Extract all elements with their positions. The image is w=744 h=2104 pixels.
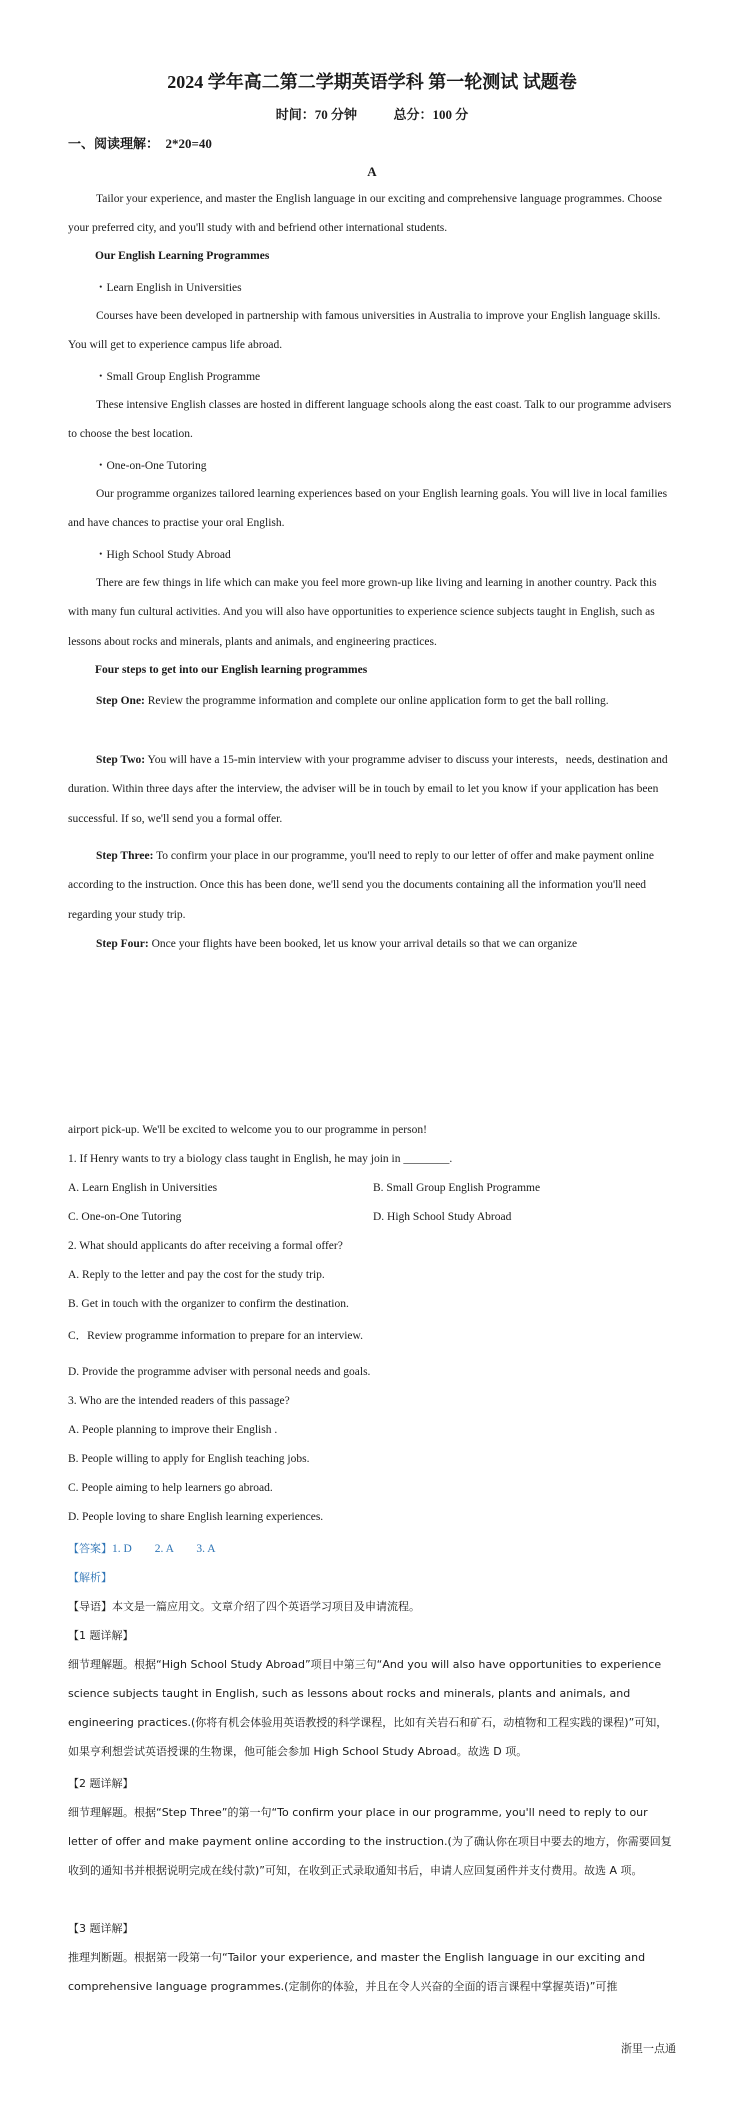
q1-explanation: 细节理解题。根据“High School Study Abroad”项目中第三句“And you will also have opportunities to experience science subjects taught in English, such as lessons about rocks and minerals, plants and animals, and engineering practices.(你将有机会体验用英语教授的科学课程，比如有关岩石和矿石，动植物和工程实践的课程)”可知，如果亨利想尝试英语授课的生物课，他可能会参加 High School Study Abroad。故选 D 项。 — [68, 1658, 668, 1758]
answer-line — [68, 1540, 216, 1556]
question-option: D. People loving to share English learning experiences. — [68, 1511, 324, 1523]
question-option: B. Small Group English Programme — [373, 1182, 541, 1194]
step-one: Step One: Review the programme information and complete our online application form to get the ball rolling. — [96, 695, 609, 707]
score-label: 总分：100 分 — [393, 107, 469, 122]
question-option: B. Get in touch with the organizer to confirm the destination. — [68, 1298, 349, 1310]
answer-values: 1. D 2. A 3. A — [112, 1543, 216, 1555]
question-option: A. People planning to improve their English . — [68, 1424, 278, 1436]
question-option: A. Learn English in Universities — [68, 1182, 218, 1194]
passage-letter: A — [367, 164, 377, 179]
programme-name: ・Small Group English Programme — [95, 371, 261, 383]
q3-explanation: 推理判断题。根据第一段第一句“Tailor your experience, and master the English language in our exciting and comprehensive language programmes.(定制你的体验，并且在令人兴奋的全面的语言课程中掌握英语)”可推 — [68, 1951, 646, 1993]
page-title: 2024 学年高二第二学期英语学科 第一轮测试 试题卷 — [167, 72, 577, 92]
programme-desc: Courses have been developed in partnership with famous universities in Australia to improve your English language skills. You will get to experience campus life abroad. — [68, 310, 661, 352]
programme-desc: There are few things in life which can make you feel more grown-up like living and learning in another country. Pack this with many fun cultural activities. And you will also have opportunities to experience science subjects taught in English, such as lessons about rocks and minerals, plants and animals, and engineering practices. — [68, 577, 657, 648]
programmes-heading: Our English Learning Programmes — [95, 250, 270, 262]
time-label: 时间：70 分钟 — [275, 107, 357, 122]
question-option: D. High School Study Abroad — [373, 1211, 512, 1223]
question-option: A. Reply to the letter and pay the cost for the study trip. — [68, 1269, 325, 1281]
q1-heading: 【1 题详解】 — [68, 1629, 134, 1642]
passage-continuation: airport pick-up. We'll be excited to welcome you to our programme in person! — [68, 1124, 427, 1136]
analysis-label: 【解析】 — [68, 1571, 112, 1584]
section-heading: 一、阅读理解： 2*20=40 — [68, 136, 212, 151]
q2-heading: 【2 题详解】 — [68, 1777, 134, 1790]
question-stem: 3. Who are the intended readers of this passage? — [68, 1395, 290, 1407]
programme-name: ・Learn English in Universities — [95, 282, 242, 294]
q2-explanation: 细节理解题。根据“Step Three”的第一句“To confirm your place in our programme, you'll need to reply to our letter of offer and make payment online according to the instruction.(为了确认你在项目中要去的地方，你需要回复收到的通知书并根据说明完成在线付款)”可知，在收到正式录取通知书后，申请人应回复函件并支付费用。故选 A 项。 — [68, 1806, 672, 1877]
footer-brand: 浙里一点通 — [621, 2042, 676, 2055]
programme-desc: These intensive English classes are hosted in different language schools along the east coast. Talk to our programme advisers to choose the best location. — [68, 399, 672, 441]
step-three: Step Three: To confirm your place in our programme, you'll need to reply to our letter of offer and make payment online according to the instruction. Once this has been done, we'll send you the documents containing all the information you'll need regarding your study trip. — [68, 850, 655, 921]
question-option: C. One-on-One Tutoring — [68, 1211, 182, 1223]
question-option: B. People willing to apply for English teaching jobs. — [68, 1453, 310, 1465]
steps-heading: Four steps to get into our English learning programmes — [95, 664, 368, 676]
step-four: Step Four: Once your flights have been booked, let us know your arrival details so that we can organize — [96, 938, 578, 950]
step-two: Step Two: You will have a 15-min interview with your programme adviser to discuss your interests，needs, destination and duration. Within three days after the interview, the adviser will be in touch by email to let you know if your application has been successful. If so, we'll send you a formal offer. — [68, 754, 668, 825]
programme-name: ・High School Study Abroad — [95, 549, 231, 561]
analysis-guide: 【导语】本文是一篇应用文。文章介绍了四个英语学习项目及申请流程。 — [68, 1600, 420, 1613]
passage-intro: Tailor your experience, and master the English language in our exciting and comprehensive language programmes. Choose your preferred city, and you'll study with and befriend other international students. — [68, 193, 663, 235]
question-option: C. People aiming to help learners go abroad. — [68, 1482, 273, 1494]
question-stem: 2. What should applicants do after receiving a formal offer? — [68, 1240, 343, 1252]
programme-name: ・One-on-One Tutoring — [95, 460, 207, 472]
programme-desc: Our programme organizes tailored learning experiences based on your English learning goals. You will live in local families and have chances to practise your oral English. — [68, 488, 668, 530]
section-score: 2*20=40 — [165, 136, 212, 151]
question-stem: 1. If Henry wants to try a biology class taught in English, he may join in ________. — [68, 1153, 453, 1165]
answer-label: 【答案】 — [68, 1542, 112, 1555]
exam-info — [0, 104, 744, 123]
q3-heading: 【3 题详解】 — [68, 1922, 134, 1935]
question-option: D. Provide the programme adviser with personal needs and goals. — [68, 1366, 371, 1378]
question-option: C．Review programme information to prepare for an interview. — [68, 1330, 363, 1342]
